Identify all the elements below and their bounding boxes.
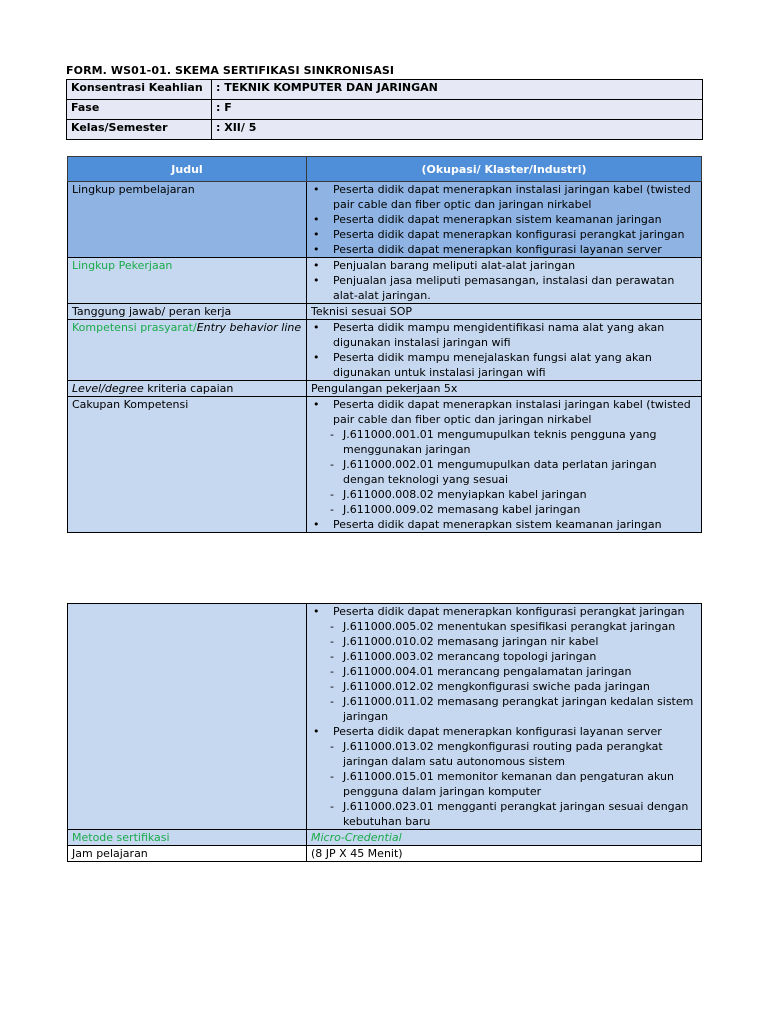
dash-list <box>311 739 697 829</box>
header-key: Kelas/Semester <box>67 120 212 140</box>
row-kompetensi-prasyarat <box>68 320 702 381</box>
row-lingkup-pekerjaan <box>68 258 702 304</box>
dash-list <box>311 427 697 517</box>
row-label: Tanggung jawab/ peran kerja <box>68 304 307 320</box>
list-item: - J.611000.015.01 memonitor kemanan dan pengaturan akun pengguna dalam jaringan komputer <box>343 769 697 799</box>
list-item: - J.611000.001.01 mengumupulkan teknis pengguna yang menggunakan jaringan <box>343 427 697 457</box>
list-item: • Peserta didik dapat menerapkan sistem keamanan jaringan <box>333 212 697 227</box>
row-content <box>307 320 702 381</box>
row-label: Lingkup pembelajaran <box>68 182 307 258</box>
list-item-text: Peserta didik dapat menerapkan konfigurasi layanan server <box>333 725 662 738</box>
row-content <box>307 397 702 533</box>
row-label: Metode sertifikasi <box>68 830 307 846</box>
list-item <box>333 724 697 829</box>
list-item: - J.611000.011.02 memasang perangkat jaringan kedalan sistem jaringan <box>343 694 697 724</box>
header-key: Fase <box>67 100 212 120</box>
row-label: Lingkup Pekerjaan <box>68 258 307 304</box>
list-item: • Peserta didik dapat menerapkan konfigurasi perangkat jaringan <box>333 227 697 242</box>
table-header-row <box>68 157 702 182</box>
main-table <box>67 156 702 533</box>
row-label-empty <box>68 604 307 830</box>
list-item: - J.611000.012.02 mengkonfigurasi swiche pada jaringan <box>343 679 697 694</box>
row-content <box>307 182 702 258</box>
list-item: - J.611000.004.01 merancang pengalamatan jaringan <box>343 664 697 679</box>
row-tanggung-jawab <box>68 304 702 320</box>
dash-list <box>311 619 697 724</box>
list-item: • Penjualan barang meliputi alat-alat jaringan <box>333 258 697 273</box>
row-content: Teknisi sesuai SOP <box>307 304 702 320</box>
header-key: Konsentrasi Keahlian <box>67 80 212 100</box>
row-cakupan-continued <box>68 604 702 830</box>
row-label: Jam pelajaran <box>68 846 307 862</box>
row-content <box>307 604 702 830</box>
row-label: Cakupan Kompetensi <box>68 397 307 533</box>
header-row <box>67 120 703 140</box>
label-italic: Level/degree <box>72 382 144 395</box>
list-item <box>333 397 697 517</box>
row-content <box>307 258 702 304</box>
bullet-list <box>311 320 697 380</box>
list-item <box>333 604 697 724</box>
header-table <box>66 79 703 140</box>
row-level <box>68 381 702 397</box>
list-item-text: Peserta didik dapat menerapkan konfigurasi perangkat jaringan <box>333 605 685 618</box>
row-label <box>68 320 307 381</box>
label-italic: Entry behavior line <box>196 321 302 334</box>
header-value: : TEKNIK KOMPUTER DAN JARINGAN <box>212 80 703 100</box>
header-value: : XII/ 5 <box>212 120 703 140</box>
list-item: • Peserta didik dapat menerapkan instalasi jaringan kabel (twisted pair cable dan fiber optic dan jaringan nirkabel <box>333 182 697 212</box>
row-cakupan-kompetensi <box>68 397 702 533</box>
row-jam-pelajaran <box>68 846 702 862</box>
list-item: - J.611000.023.01 mengganti perangkat jaringan sesuai dengan kebutuhan baru <box>343 799 697 829</box>
row-content: Micro-Credential <box>307 830 702 846</box>
list-item: - J.611000.008.02 menyiapkan kabel jaringan <box>343 487 697 502</box>
form-title: FORM. WS01-01. SKEMA SERTIFIKASI SINKRONISASI <box>66 64 395 77</box>
list-item: • Peserta didik mampu mengidentifikasi nama alat yang akan digunakan instalasi jaringan wifi <box>333 320 697 350</box>
list-item: • Peserta didik dapat menerapkan sistem keamanan jaringan <box>333 517 697 532</box>
list-item: - J.611000.003.02 merancang topologi jaringan <box>343 649 697 664</box>
header-value: : F <box>212 100 703 120</box>
label-rest: kriteria capaian <box>143 382 234 395</box>
list-item: • Peserta didik mampu menejalaskan fungsi alat yang akan digunakan untuk instalasi jaringan wifi <box>333 350 697 380</box>
col-header-judul: Judul <box>68 157 307 182</box>
header-row <box>67 100 703 120</box>
list-item: - J.611000.009.02 memasang kabel jaringan <box>343 502 697 517</box>
bullet-list <box>311 397 697 532</box>
list-item: • Peserta didik dapat menerapkan konfigurasi layanan server <box>333 242 697 257</box>
row-lingkup-pembelajaran <box>68 182 702 258</box>
list-item: - J.611000.010.02 memasang jaringan nir kabel <box>343 634 697 649</box>
row-content: Pengulangan pekerjaan 5x <box>307 381 702 397</box>
bullet-list <box>311 182 697 257</box>
continuation-table <box>67 603 702 862</box>
col-header-okupasi: (Okupasi/ Klaster/Industri) <box>307 157 702 182</box>
bullet-list <box>311 258 697 303</box>
header-row <box>67 80 703 100</box>
label-green: Kompetensi prasyarat/ <box>72 321 197 334</box>
list-item-text: Peserta didik dapat menerapkan instalasi jaringan kabel (twisted pair cable dan fiber optic dan jaringan nirkabel <box>333 398 691 426</box>
row-metode-sertifikasi <box>68 830 702 846</box>
list-item: - J.611000.013.02 mengkonfigurasi routing pada perangkat jaringan dalam satu autonomous sistem <box>343 739 697 769</box>
bullet-list <box>311 604 697 829</box>
list-item: - J.611000.002.01 mengumupulkan data perlatan jaringan dengan teknologi yang sesuai <box>343 457 697 487</box>
row-content: (8 JP X 45 Menit) <box>307 846 702 862</box>
list-item: - J.611000.005.02 menentukan spesifikasi perangkat jaringan <box>343 619 697 634</box>
list-item: • Penjualan jasa meliputi pemasangan, instalasi dan perawatan alat-alat jaringan. <box>333 273 697 303</box>
row-label <box>68 381 307 397</box>
